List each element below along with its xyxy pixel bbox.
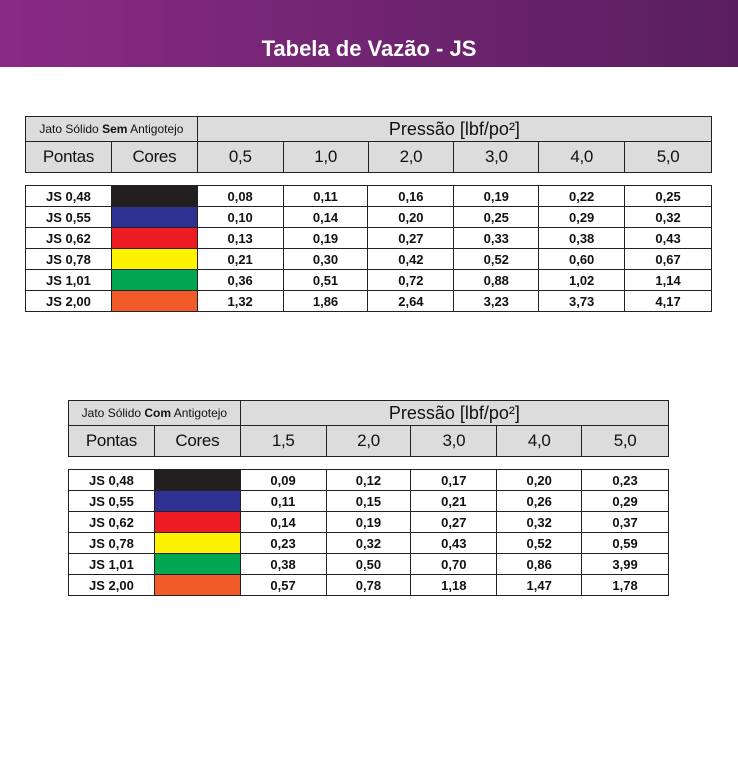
flow-value-cell: 0,52 — [454, 249, 539, 270]
table-row — [69, 554, 669, 575]
flow-value-cell: 0,29 — [539, 207, 625, 228]
flow-value-cell: 0,22 — [539, 186, 625, 207]
table-row — [69, 491, 669, 512]
flow-value-cell: 4,17 — [625, 291, 712, 312]
flow-value-cell: 0,86 — [497, 554, 582, 575]
column-header-pressure: 4,0 — [539, 142, 625, 173]
color-swatch — [111, 291, 197, 312]
table-row — [69, 512, 669, 533]
flow-value-cell: 0,27 — [411, 512, 497, 533]
color-swatch — [154, 470, 240, 491]
table-row — [26, 291, 712, 312]
flow-value-cell: 0,12 — [326, 470, 411, 491]
table-row — [26, 186, 712, 207]
table-row — [69, 470, 669, 491]
flow-value-cell: 0,14 — [283, 207, 368, 228]
table-caption: Jato Sólido Sem Antigotejo — [26, 117, 198, 142]
title-banner — [0, 0, 738, 67]
flow-value-cell: 0,23 — [582, 470, 669, 491]
flow-value-cell: 1,32 — [197, 291, 283, 312]
color-swatch — [111, 249, 197, 270]
flow-value-cell: 0,29 — [582, 491, 669, 512]
column-header-pressure: 0,5 — [197, 142, 283, 173]
flow-table-com-antigotejo — [68, 400, 669, 457]
column-header-pressure: 1,0 — [283, 142, 368, 173]
flow-value-cell: 0,15 — [326, 491, 411, 512]
flow-value-cell: 0,08 — [197, 186, 283, 207]
flow-value-cell: 0,09 — [240, 470, 326, 491]
ponta-cell: JS 0,78 — [69, 533, 155, 554]
table-row — [26, 270, 712, 291]
flow-value-cell: 0,23 — [240, 533, 326, 554]
color-swatch — [111, 228, 197, 249]
column-header-pontas: Pontas — [26, 142, 112, 173]
ponta-cell: JS 0,62 — [26, 228, 112, 249]
flow-value-cell: 0,30 — [283, 249, 368, 270]
pressure-header: Pressão [lbf/po²] — [240, 401, 668, 426]
flow-value-cell: 0,20 — [497, 470, 582, 491]
column-header-pressure: 3,0 — [411, 426, 497, 457]
flow-value-cell: 1,14 — [625, 270, 712, 291]
flow-value-cell: 0,38 — [539, 228, 625, 249]
flow-table-sem-antigotejo-body — [25, 185, 712, 312]
color-swatch — [154, 533, 240, 554]
column-header-pressure: 5,0 — [582, 426, 669, 457]
flow-value-cell: 0,60 — [539, 249, 625, 270]
flow-value-cell: 0,51 — [283, 270, 368, 291]
flow-value-cell: 0,19 — [283, 228, 368, 249]
ponta-cell: JS 2,00 — [26, 291, 112, 312]
flow-value-cell: 0,17 — [411, 470, 497, 491]
flow-value-cell: 0,59 — [582, 533, 669, 554]
color-swatch — [111, 186, 197, 207]
flow-value-cell: 0,57 — [240, 575, 326, 596]
column-header-pressure: 4,0 — [497, 426, 582, 457]
column-header-cores: Cores — [154, 426, 240, 457]
column-header-pressure: 2,0 — [368, 142, 454, 173]
table-row — [26, 207, 712, 228]
flow-value-cell: 0,14 — [240, 512, 326, 533]
flow-table-com-antigotejo-body — [68, 469, 669, 596]
flow-value-cell: 0,32 — [625, 207, 712, 228]
flow-value-cell: 0,43 — [411, 533, 497, 554]
ponta-cell: JS 0,78 — [26, 249, 112, 270]
flow-value-cell: 1,78 — [582, 575, 669, 596]
flow-value-cell: 1,47 — [497, 575, 582, 596]
flow-value-cell: 0,32 — [326, 533, 411, 554]
flow-value-cell: 1,86 — [283, 291, 368, 312]
ponta-cell: JS 0,48 — [26, 186, 112, 207]
flow-value-cell: 0,21 — [197, 249, 283, 270]
ponta-cell: JS 1,01 — [69, 554, 155, 575]
flow-value-cell: 2,64 — [368, 291, 454, 312]
color-swatch — [154, 575, 240, 596]
flow-value-cell: 0,38 — [240, 554, 326, 575]
flow-value-cell: 0,42 — [368, 249, 454, 270]
column-header-pressure: 3,0 — [454, 142, 539, 173]
flow-value-cell: 0,19 — [454, 186, 539, 207]
flow-value-cell: 0,32 — [497, 512, 582, 533]
flow-value-cell: 0,72 — [368, 270, 454, 291]
flow-value-cell: 0,36 — [197, 270, 283, 291]
flow-value-cell: 0,26 — [497, 491, 582, 512]
color-swatch — [111, 270, 197, 291]
color-swatch — [154, 554, 240, 575]
flow-value-cell: 0,88 — [454, 270, 539, 291]
ponta-cell: JS 1,01 — [26, 270, 112, 291]
ponta-cell: JS 0,62 — [69, 512, 155, 533]
flow-value-cell: 0,67 — [625, 249, 712, 270]
table-row — [69, 533, 669, 554]
flow-value-cell: 0,11 — [283, 186, 368, 207]
flow-value-cell: 3,23 — [454, 291, 539, 312]
flow-value-cell: 1,18 — [411, 575, 497, 596]
flow-value-cell: 0,21 — [411, 491, 497, 512]
flow-value-cell: 0,13 — [197, 228, 283, 249]
flow-value-cell: 0,78 — [326, 575, 411, 596]
column-header-pressure: 5,0 — [625, 142, 712, 173]
color-swatch — [111, 207, 197, 228]
flow-value-cell: 3,73 — [539, 291, 625, 312]
column-header-cores: Cores — [111, 142, 197, 173]
flow-value-cell: 0,52 — [497, 533, 582, 554]
flow-table-sem-antigotejo — [25, 116, 712, 173]
pressure-header: Pressão [lbf/po²] — [197, 117, 711, 142]
flow-value-cell: 0,20 — [368, 207, 454, 228]
flow-value-cell: 0,50 — [326, 554, 411, 575]
table-row — [26, 228, 712, 249]
page-title: Tabela de Vazão - JS — [261, 36, 477, 61]
color-swatch — [154, 512, 240, 533]
flow-value-cell: 0,11 — [240, 491, 326, 512]
flow-value-cell: 0,70 — [411, 554, 497, 575]
flow-value-cell: 0,37 — [582, 512, 669, 533]
flow-value-cell: 0,33 — [454, 228, 539, 249]
table-caption: Jato Sólido Com Antigotejo — [69, 401, 241, 426]
flow-value-cell: 1,02 — [539, 270, 625, 291]
flow-value-cell: 0,27 — [368, 228, 454, 249]
ponta-cell: JS 0,55 — [26, 207, 112, 228]
ponta-cell: JS 2,00 — [69, 575, 155, 596]
flow-value-cell: 0,25 — [625, 186, 712, 207]
color-swatch — [154, 491, 240, 512]
flow-value-cell: 0,25 — [454, 207, 539, 228]
table-row — [26, 249, 712, 270]
ponta-cell: JS 0,48 — [69, 470, 155, 491]
column-header-pressure: 1,5 — [240, 426, 326, 457]
column-header-pontas: Pontas — [69, 426, 155, 457]
flow-value-cell: 0,10 — [197, 207, 283, 228]
table-row — [69, 575, 669, 596]
flow-value-cell: 0,19 — [326, 512, 411, 533]
flow-value-cell: 0,43 — [625, 228, 712, 249]
column-header-pressure: 2,0 — [326, 426, 411, 457]
flow-value-cell: 0,16 — [368, 186, 454, 207]
ponta-cell: JS 0,55 — [69, 491, 155, 512]
flow-value-cell: 3,99 — [582, 554, 669, 575]
